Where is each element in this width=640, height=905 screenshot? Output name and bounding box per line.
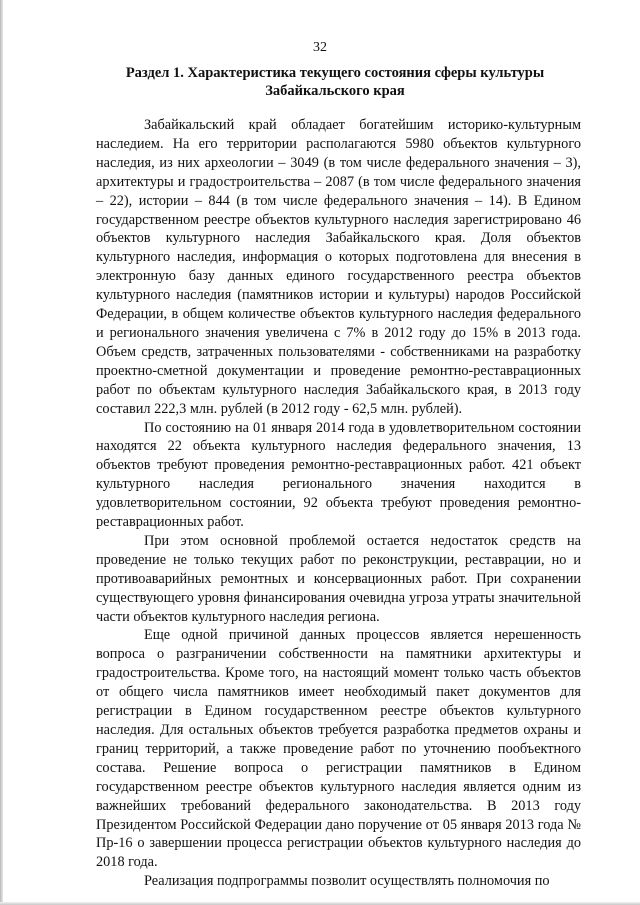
paragraph-heritage-overview: Забайкальский край обладает богатейшим историко-культурным наследием. На его территории располагаются 5980 объектов культурного наследия, из них археологии – 3049 (в том числе федерального значения – 3), архитектуры и градостроительства – 2087 (в том числе федерального значения – 22), истории – 844 (в том числе федерального значения – 14). В Едином государственном реестре объектов культурного наследия зарегистрировано 46 объектов культурного наследия Забайкальского края. Доля объектов культурного наследия, информация о которых подготовлена для внесения в электронную базу данных единого государственного реестра объектов культурного наследия (памятников истории и культуры) народов Российской Федерации, в общем количестве объектов культурного наследия федерального и регионального значения увеличена с 7% в 2012 году до 15% в 2013 года. Объем средств, затраченных пользователями - собственниками на разработку проектно-сметной документации и проведение ремонтно-реставрационных работ по объектам культурного наследия Забайкальского края, в 2013 году составил 222,3 млн. рублей (в 2012 году - 62,5 млн. рублей). [96, 117, 581, 417]
paragraph-ownership-registration: Еще одной причиной данных процессов является нерешенность вопроса о разграничении собственности на памятники архитектуры и градостроительства. Кроме того, на настоящий момент только часть объектов от общего числа памятников имеет необходимый пакет документов для регистрации в Едином государственном реестре объектов культурного наследия. Для остальных объектов требуется разработка предметов охраны и границ территорий, а также проведение работ по уточнению пообъектного состава. Решение вопроса о регистрации памятников в Едином государственном реестре объектов культурного наследия является одним из важнейших требований федерального законодательства. В 2013 году Президентом Российской Федерации дано поручение от 05 января 2013 года № Пр-16 о завершении процесса регистрации объектов культурного наследия до 2018 года. [96, 627, 581, 871]
section-title-line-1: Раздел 1. Характеристика текущего состояния сферы культуры [125, 65, 545, 81]
page-number: 32 [313, 40, 327, 55]
body-text [96, 116, 581, 891]
paragraph-subprogram: Реализация подпрограммы позволит осуществлять полномочия по [144, 873, 550, 890]
section-title [90, 64, 580, 100]
section-title-line-2: Забайкальского края [265, 83, 405, 99]
paragraph-funding-problem: При этом основной проблемой остается недостаток средств на проведение не только текущих работ по реконструкции, реставрации, но и противоаварийных ремонтных и консервационных работ. При сохранении существующего уровня финансирования очевидна угроза утраты значительной части объектов культурного наследия региона. [96, 532, 581, 625]
paragraph-condition-status: По состоянию на 01 января 2014 года в удовлетворительном состоянии находятся 22 объекта культурного наследия федерального значения, 13 объектов требуют проведения ремонтно-реставрационных работ. 421 объект культурного наследия регионального значения находится в удовлетворительном состоянии, 92 объекта требуют проведения ремонтно-реставрационных работ. [96, 419, 581, 531]
scan-left-edge [0, 0, 3, 905]
